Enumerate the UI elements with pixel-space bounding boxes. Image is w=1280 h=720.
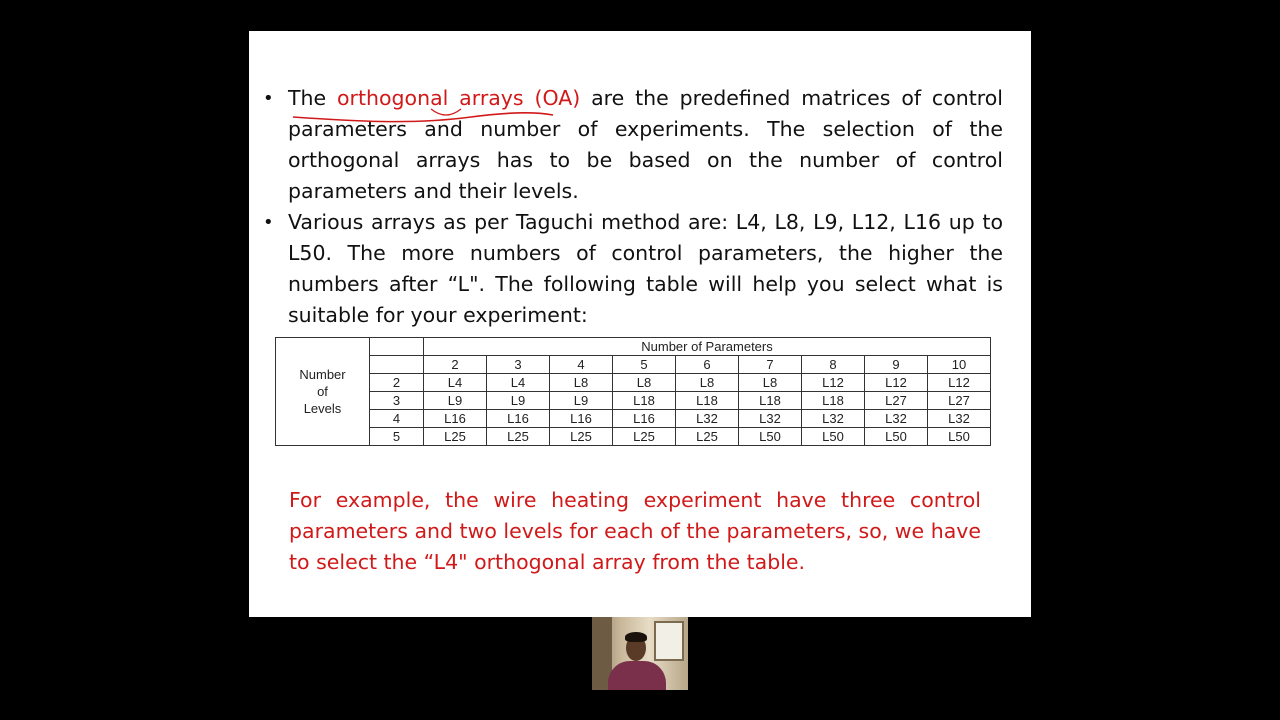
array-cell: L9 [487, 392, 550, 410]
blank-cell [370, 356, 424, 374]
array-cell: L18 [802, 392, 865, 410]
array-cell: L27 [928, 392, 991, 410]
array-cell: L16 [487, 410, 550, 428]
array-cell: L16 [550, 410, 613, 428]
row-label-line: Levels [303, 401, 342, 416]
example-text: For example, the wire heating experiment have three control parameters and two levels for each of the parameters, so, we have to select the “L4" orthogonal array from the table. [289, 488, 981, 574]
array-cell: L32 [739, 410, 802, 428]
array-cell: L18 [739, 392, 802, 410]
param-count: 6 [676, 356, 739, 374]
array-cell: L4 [424, 374, 487, 392]
person-hair-shape [625, 632, 647, 642]
array-cell: L32 [928, 410, 991, 428]
row-label-line: of [317, 384, 328, 399]
param-count: 9 [865, 356, 928, 374]
window-shape [654, 621, 684, 661]
bullet-icon: • [263, 88, 274, 109]
table-row [276, 410, 991, 428]
person-torso-shape [608, 661, 666, 690]
array-cell: L4 [487, 374, 550, 392]
array-cell: L50 [739, 428, 802, 446]
array-cell: L50 [865, 428, 928, 446]
array-cell: L9 [550, 392, 613, 410]
oa-selection-table [275, 337, 991, 446]
param-count: 3 [487, 356, 550, 374]
array-cell: L25 [676, 428, 739, 446]
param-count: 10 [928, 356, 991, 374]
array-cell: L18 [676, 392, 739, 410]
row-label-line: Number [299, 367, 346, 382]
level-cell: 4 [370, 410, 424, 428]
array-cell: L25 [550, 428, 613, 446]
array-cell: L12 [928, 374, 991, 392]
array-cell: L12 [865, 374, 928, 392]
array-cell: L25 [487, 428, 550, 446]
table-row [276, 428, 991, 446]
presenter-webcam-thumbnail [592, 617, 688, 690]
row-label-cell [276, 338, 370, 446]
bullet-icon: • [263, 212, 274, 233]
array-cell: L25 [613, 428, 676, 446]
corner-cell [370, 338, 424, 356]
level-cell: 5 [370, 428, 424, 446]
array-cell: L16 [613, 410, 676, 428]
param-count-row [276, 356, 991, 374]
bullet-text-post: are the predefined matrices of control parameters and number of experiments. The selection of the orthogonal arrays has to be based on the number of control parameters and their levels. [288, 86, 1003, 203]
slide [249, 31, 1031, 617]
array-cell: L32 [802, 410, 865, 428]
array-cell: L8 [613, 374, 676, 392]
bullet-text-pre: The [288, 86, 337, 110]
param-count: 8 [802, 356, 865, 374]
array-cell: L12 [802, 374, 865, 392]
array-cell: L50 [928, 428, 991, 446]
array-cell: L25 [424, 428, 487, 446]
pen-underline-annotation [291, 103, 571, 125]
array-cell: L18 [613, 392, 676, 410]
bullet-text: Various arrays as per Taguchi method are: L4, L8, L9, L12, L16 up to L50. The more numbers of control parameters, the higher the numbers after “L". The following table will help you select what is suitable for your experiment: [288, 210, 1003, 327]
level-cell: 2 [370, 374, 424, 392]
table-header-row [276, 338, 991, 356]
array-cell: L27 [865, 392, 928, 410]
level-cell: 3 [370, 392, 424, 410]
array-cell: L8 [739, 374, 802, 392]
param-count: 2 [424, 356, 487, 374]
array-cell: L16 [424, 410, 487, 428]
table-row [276, 374, 991, 392]
array-cell: L50 [802, 428, 865, 446]
param-count: 4 [550, 356, 613, 374]
array-cell: L8 [676, 374, 739, 392]
bullet-item-oa [263, 83, 1003, 207]
param-count: 7 [739, 356, 802, 374]
bullet-item-arrays [263, 207, 1003, 331]
oa-selection-table-wrap [275, 337, 991, 446]
array-cell: L9 [424, 392, 487, 410]
table-row [276, 392, 991, 410]
param-count: 5 [613, 356, 676, 374]
array-cell: L8 [550, 374, 613, 392]
array-cell: L32 [865, 410, 928, 428]
table-header: Number of Parameters [424, 338, 991, 356]
array-cell: L32 [676, 410, 739, 428]
highlight-term: orthogonal arrays (OA) [336, 86, 581, 110]
